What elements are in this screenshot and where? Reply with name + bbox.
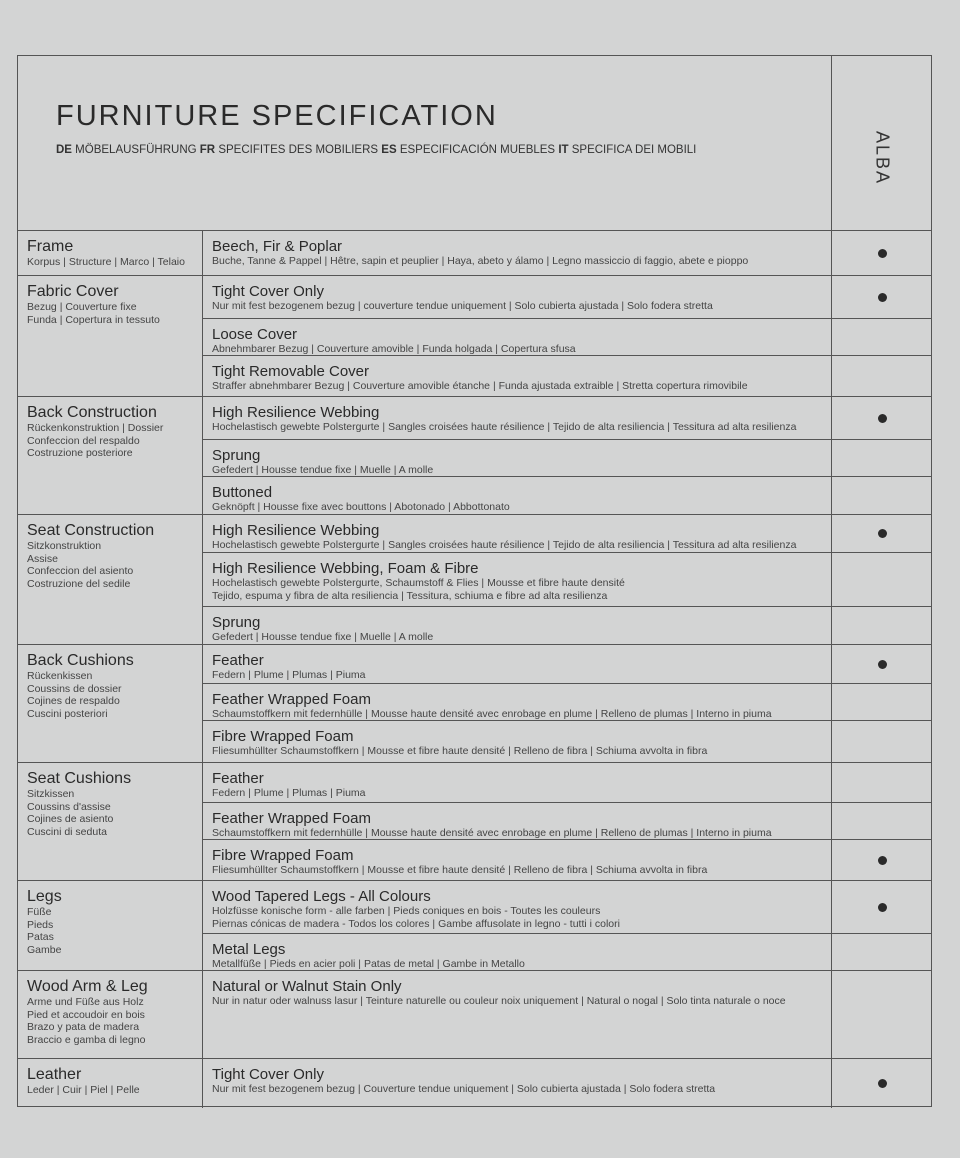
category-translation: Pied et accoudoir en bois — [27, 1008, 145, 1021]
availability-cell — [832, 840, 932, 881]
option-row — [203, 477, 932, 515]
option-translation: Hochelastisch gewebte Polstergurte | Sangles croisées haute résilience | Tejido de alta resiliencia | Tessitura ad alta resilienza — [212, 539, 797, 551]
category-cell — [18, 763, 203, 880]
category-translation: Rückenkissen — [27, 670, 93, 682]
option-name: Tight Cover Only — [212, 283, 324, 300]
option-translation: Metallfüße | Pieds en acier poli | Patas de metal | Gambe in Metallo — [212, 958, 525, 970]
spec-section — [18, 645, 932, 763]
option-translation: Nur in natur oder walnuss lasur | Teinture naturelle ou couleur noix uniquement | Natural o nogal | Solo tinta naturale o noce — [212, 995, 786, 1007]
category-translation: Brazo y pata de madera — [27, 1021, 140, 1034]
option-cell — [203, 553, 832, 606]
language-code: FR — [199, 144, 216, 156]
option-cell — [203, 477, 832, 515]
category-cell — [18, 276, 203, 396]
availability-cell — [832, 356, 932, 397]
category-translation: Sitzkonstruktion — [27, 540, 102, 552]
category-translation: Bezug | Couverture fixe — [27, 301, 137, 313]
option-name: Sprung — [212, 447, 261, 464]
option-name: Loose Cover — [212, 326, 298, 343]
category-translation: Pieds — [27, 918, 54, 931]
option-name: Feather — [212, 652, 264, 669]
option-translation: Nur mit fest bezogenem bezug | Couverture tendue uniquement | Solo cubierta ajustada | Solo fodera stretta — [212, 1083, 716, 1095]
option-cell — [203, 397, 832, 439]
spec-section — [18, 231, 932, 276]
availability-cell — [832, 553, 932, 606]
category-translation: Braccio e gamba di legno — [27, 1033, 146, 1046]
option-translation: Abnehmbarer Bezug | Couverture amovible | Funda holgada | Copertura sfusa — [212, 343, 576, 355]
availability-cell — [832, 645, 932, 683]
available-dot-icon — [878, 660, 887, 669]
model-name: ALBA — [872, 130, 893, 186]
category-name: Leather — [27, 1066, 82, 1083]
option-row — [203, 684, 932, 721]
availability-cell — [832, 231, 932, 276]
spec-section — [18, 971, 932, 1059]
option-translation: Fliesumhüllter Schaumstoffkern | Mousse et fibre haute densité | Relleno de fibra | Schiuma avvolta in fibra — [212, 864, 708, 876]
available-dot-icon — [878, 414, 887, 423]
specification-sheet — [17, 55, 932, 1107]
page-title: FURNITURE SPECIFICATION — [56, 100, 498, 132]
category-translation: Rückenkonstruktion | Dossier — [27, 422, 164, 434]
option-translation: Tejido, espuma y fibra de alta resiliencia | Tessitura, schiuma e fibre ad alta resilienza — [212, 589, 608, 602]
option-cell — [203, 881, 832, 933]
category-name: Back Cushions — [27, 652, 134, 669]
option-cell — [203, 319, 832, 355]
language-code: IT — [558, 144, 569, 156]
option-row — [203, 607, 932, 645]
category-translation: Gambe — [27, 943, 62, 956]
language-title: ESPECIFICACIÓN MUEBLES — [396, 144, 559, 156]
availability-cell — [832, 477, 932, 515]
option-translation: Gefedert | Housse tendue fixe | Muelle | A molle — [212, 631, 434, 643]
language-subtitle — [56, 144, 696, 156]
available-dot-icon — [878, 903, 887, 912]
available-dot-icon — [878, 293, 887, 302]
category-cell — [18, 1059, 203, 1108]
option-name: Tight Cover Only — [212, 1066, 324, 1083]
category-translation: Coussins d'assise — [27, 800, 111, 813]
option-row — [203, 553, 932, 607]
option-cell — [203, 721, 832, 763]
category-name: Fabric Cover — [27, 283, 119, 300]
option-name: Buttoned — [212, 484, 273, 501]
option-row — [203, 645, 932, 684]
option-row — [203, 763, 932, 803]
option-row — [203, 440, 932, 477]
availability-cell — [832, 319, 932, 355]
category-cell — [18, 881, 203, 970]
option-name: Feather — [212, 770, 264, 787]
spec-section — [18, 515, 932, 645]
option-row — [203, 231, 932, 276]
option-translation: Federn | Plume | Plumas | Piuma — [212, 669, 366, 681]
availability-cell — [832, 440, 932, 476]
option-name: Natural or Walnut Stain Only — [212, 978, 402, 995]
option-translation: Schaumstoffkern mit federnhülle | Mousse haute densité avec enrobage en plume | Relleno de plumas | Interno in piuma — [212, 827, 772, 839]
category-name: Seat Construction — [27, 522, 155, 539]
option-translation: Hochelastisch gewebte Polstergurte, Schaumstoff & Flies | Mousse et fibre haute densité — [212, 577, 625, 589]
category-translation: Patas — [27, 931, 54, 944]
category-translation: Füße — [27, 906, 52, 918]
option-row — [203, 1059, 932, 1108]
category-name: Frame — [27, 238, 74, 255]
language-title: SPECIFICA DEI MOBILI — [568, 144, 697, 156]
option-name: Tight Removable Cover — [212, 363, 370, 380]
sheet-header — [18, 56, 832, 231]
category-translation: Cuscini di seduta — [27, 825, 107, 838]
option-cell — [203, 1059, 832, 1108]
availability-cell — [832, 684, 932, 720]
category-translation: Leder | Cuir | Piel | Pelle — [27, 1084, 140, 1096]
availability-cell — [832, 607, 932, 645]
availability-cell — [832, 1059, 932, 1108]
spec-section — [18, 276, 932, 397]
option-row — [203, 319, 932, 356]
availability-cell — [832, 881, 932, 933]
option-name: Sprung — [212, 614, 261, 631]
category-cell — [18, 971, 203, 1058]
option-translation: Hochelastisch gewebte Polstergurte | Sangles croisées haute résilience | Tejido de alta resiliencia | Tessitura ad alta resilienza — [212, 421, 797, 433]
spec-section — [18, 763, 932, 881]
option-name: High Resilience Webbing — [212, 404, 380, 421]
spec-section — [18, 397, 932, 515]
option-name: Feather Wrapped Foam — [212, 810, 371, 827]
option-name: Beech, Fir & Poplar — [212, 238, 343, 255]
option-row — [203, 397, 932, 440]
category-translation: Costruzione posteriore — [27, 447, 133, 460]
option-name: Metal Legs — [212, 941, 286, 958]
category-translation: Arme und Füße aus Holz — [27, 996, 144, 1008]
option-name: High Resilience Webbing, Foam & Fibre — [212, 560, 479, 577]
category-name: Wood Arm & Leg — [27, 978, 148, 995]
available-dot-icon — [878, 529, 887, 538]
option-translation: Gefedert | Housse tendue fixe | Muelle | A molle — [212, 464, 434, 476]
availability-cell — [832, 763, 932, 802]
category-translation: Korpus | Structure | Marco | Telaio — [27, 256, 185, 268]
option-translation: Geknöpft | Housse fixe avec bouttons | Abotonado | Abbottonato — [212, 501, 510, 513]
model-column-header — [832, 56, 932, 231]
spec-section — [18, 881, 932, 971]
option-name: Fibre Wrapped Foam — [212, 847, 354, 864]
option-cell — [203, 803, 832, 839]
option-name: Feather Wrapped Foam — [212, 691, 371, 708]
option-cell — [203, 645, 832, 683]
option-row — [203, 881, 932, 934]
availability-cell — [832, 803, 932, 839]
availability-cell — [832, 721, 932, 763]
option-cell — [203, 276, 832, 318]
category-name: Back Construction — [27, 404, 157, 421]
category-cell — [18, 397, 203, 514]
option-cell — [203, 684, 832, 720]
option-translation: Nur mit fest bezogenem bezug | couverture tendue uniquement | Solo cubierta ajustada | Solo fodera stretta — [212, 300, 713, 312]
category-translation: Sitzkissen — [27, 788, 75, 800]
category-translation: Coussins de dossier — [27, 682, 122, 695]
category-translation: Funda | Copertura in tessuto — [27, 313, 160, 326]
category-translation: Cojines de asiento — [27, 813, 114, 826]
option-row — [203, 803, 932, 840]
category-translation: Confeccion del respaldo — [27, 434, 140, 447]
option-cell — [203, 934, 832, 971]
availability-cell — [832, 276, 932, 318]
option-cell — [203, 840, 832, 881]
option-cell — [203, 356, 832, 397]
option-name: Fibre Wrapped Foam — [212, 728, 354, 745]
category-translation: Assise — [27, 552, 58, 565]
option-row — [203, 934, 932, 971]
option-row — [203, 721, 932, 763]
category-cell — [18, 645, 203, 762]
category-name: Legs — [27, 888, 62, 905]
option-name: High Resilience Webbing — [212, 522, 380, 539]
option-row — [203, 971, 932, 1059]
category-translation: Costruzione del sedile — [27, 577, 131, 590]
option-translation: Schaumstoffkern mit federnhülle | Mousse haute densité avec enrobage en plume | Relleno de plumas | Interno in piuma — [212, 708, 772, 720]
language-title: SPECIFITES DES MOBILIERS — [215, 144, 382, 156]
option-translation: Fliesumhüllter Schaumstoffkern | Mousse et fibre haute densité | Relleno de fibra | Schiuma avvolta in fibra — [212, 745, 708, 757]
option-translation: Straffer abnehmbarer Bezug | Couverture amovible étanche | Funda ajustada extraible | Stretta copertura rimovibile — [212, 380, 748, 392]
option-translation: Federn | Plume | Plumas | Piuma — [212, 787, 366, 799]
option-cell — [203, 231, 832, 276]
option-row — [203, 276, 932, 319]
category-translation: Confeccion del asiento — [27, 565, 134, 578]
option-name: Wood Tapered Legs - All Colours — [212, 888, 431, 905]
available-dot-icon — [878, 1079, 887, 1088]
option-row — [203, 840, 932, 881]
language-title: MÖBELAUSFÜHRUNG — [71, 144, 200, 156]
option-cell — [203, 971, 832, 1059]
option-row — [203, 356, 932, 397]
option-cell — [203, 440, 832, 476]
category-translation: Cojines de respaldo — [27, 695, 120, 708]
option-row — [203, 515, 932, 553]
adjacent-page-edge — [952, 0, 960, 1158]
option-translation: Piernas cónicas de madera - Todos los colores | Gambe affusolate in legno - tutti i colori — [212, 917, 620, 930]
availability-cell — [832, 934, 932, 971]
available-dot-icon — [878, 856, 887, 865]
category-name: Seat Cushions — [27, 770, 132, 787]
availability-cell — [832, 971, 932, 1059]
category-cell — [18, 515, 203, 644]
spec-section — [18, 1059, 932, 1108]
availability-cell — [832, 515, 932, 552]
category-translation: Cuscini posteriori — [27, 707, 108, 720]
option-translation: Buche, Tanne & Pappel | Hêtre, sapin et peuplier | Haya, abeto y álamo | Legno massiccio di faggio, abete e pioppo — [212, 255, 749, 267]
language-code: DE — [56, 144, 72, 156]
available-dot-icon — [878, 249, 887, 258]
language-code: ES — [381, 144, 397, 156]
option-translation: Holzfüsse konische form - alle farben | Pieds coniques en bois - Toutes les couleurs — [212, 905, 601, 917]
option-cell — [203, 607, 832, 645]
category-cell — [18, 231, 203, 275]
option-cell — [203, 763, 832, 802]
option-cell — [203, 515, 832, 552]
availability-cell — [832, 397, 932, 439]
